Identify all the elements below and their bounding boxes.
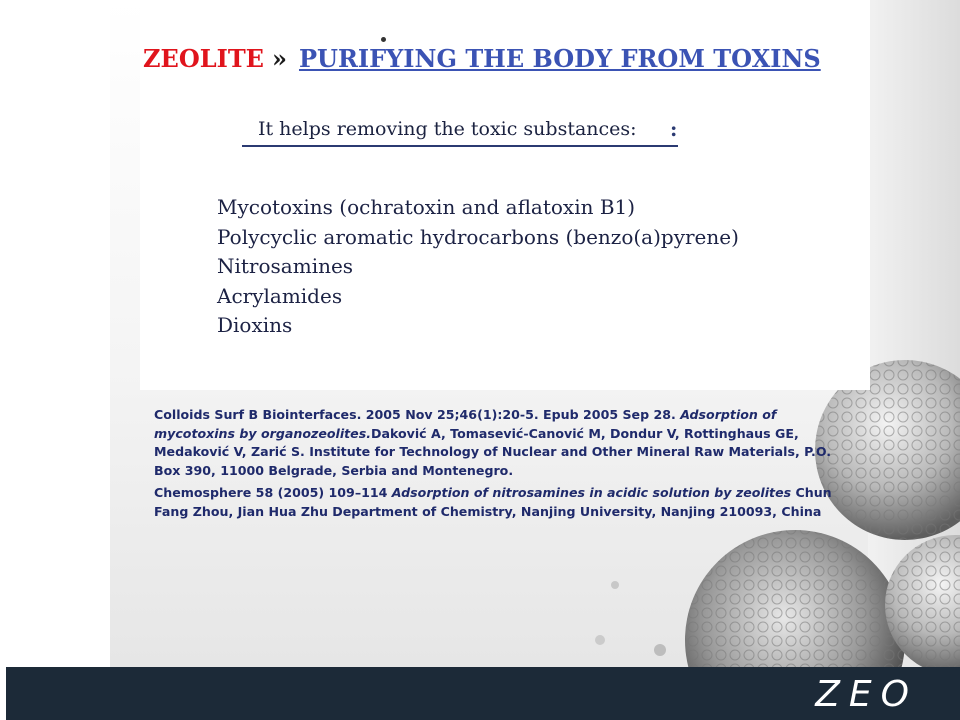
reference-2-lead: Chemosphere 58 (2005) 109–114 bbox=[154, 485, 392, 500]
title-heading-link[interactable]: PURIFYING THE BODY FROM TOXINS bbox=[298, 44, 821, 73]
references bbox=[154, 406, 844, 525]
list-item: Acrylamides bbox=[217, 283, 343, 308]
reference-1-tail: Daković A, Tomasević-Canović M, Dondur V, Rottinghaus GE, Medaković V, Zarić S. Institute for Technology of Nuclear and Other Mineral Raw Materials, P.O. Box 390, 11000 Belgrade, Serbia and Montenegro. bbox=[154, 425, 832, 478]
subtitle-underline bbox=[242, 145, 678, 147]
toxin-list bbox=[217, 193, 739, 341]
slide-title bbox=[143, 44, 821, 78]
reference-1 bbox=[154, 406, 844, 480]
zeo-logo: ZEO bbox=[815, 674, 918, 715]
list-item: Polycyclic aromatic hydrocarbons (benzo(a)pyrene) bbox=[217, 224, 739, 249]
subtitle bbox=[242, 118, 678, 140]
list-item: Nitrosamines bbox=[217, 254, 354, 278]
stray-dot bbox=[381, 37, 386, 42]
subtitle-colon: : bbox=[670, 117, 678, 141]
reference-1-title: Adsorption of mycotoxins by organozeolites. bbox=[154, 407, 777, 441]
reference-2 bbox=[154, 484, 844, 521]
reference-2-title: Adsorption of nitrosamines in acidic solution by zeolites bbox=[391, 485, 792, 500]
double-chevron-right-icon: » bbox=[271, 44, 287, 73]
reference-2-tail: Chun Fang Zhou, Jian Hua Zhu Department of Chemistry, Nanjing University, Nanjing 210093, China bbox=[154, 485, 832, 519]
list-item: Mycotoxins (ochratoxin and aflatoxin B1) bbox=[217, 195, 636, 219]
reference-1-lead: Colloids Surf B Biointerfaces. 2005 Nov 25;46(1):20-5. Epub 2005 Sep 28. bbox=[154, 407, 681, 422]
list-item: Dioxins bbox=[217, 313, 293, 337]
title-brand: ZEOLITE bbox=[143, 44, 264, 73]
subtitle-text: It helps removing the toxic substances: bbox=[258, 118, 637, 140]
footer-edge bbox=[0, 667, 6, 720]
